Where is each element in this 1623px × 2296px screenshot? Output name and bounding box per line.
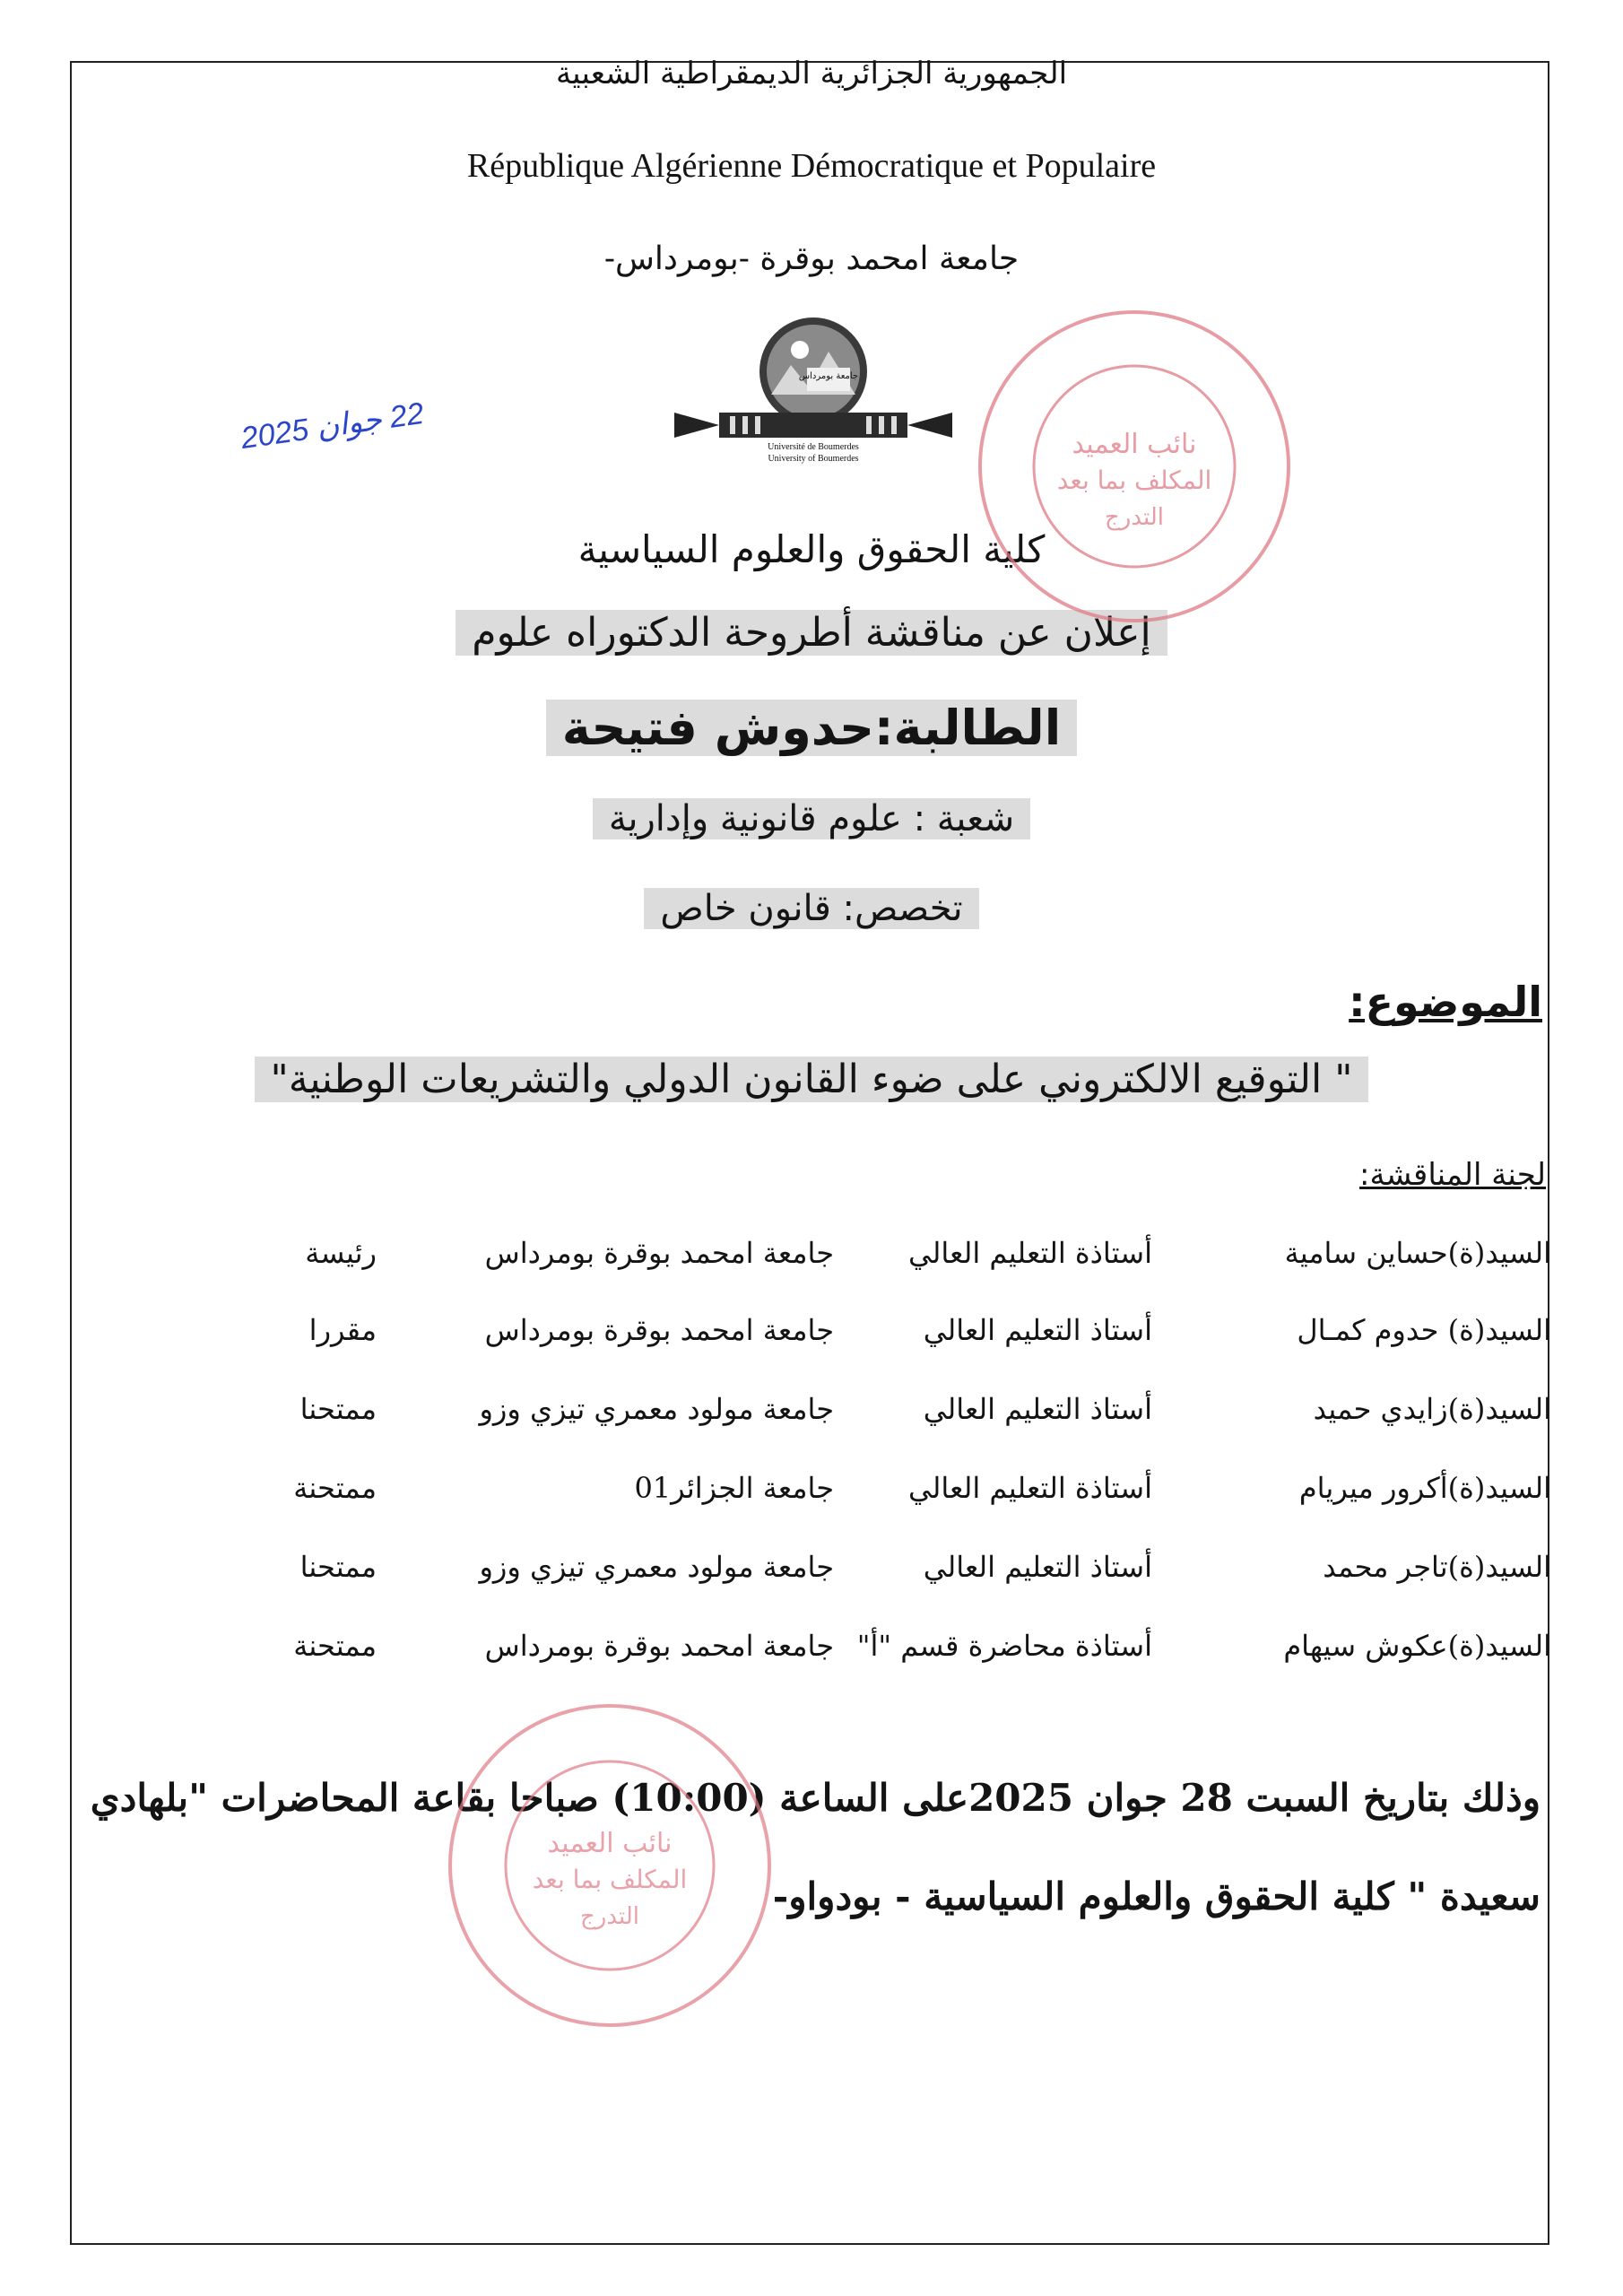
committee-label: لجنة المناقشة: bbox=[1359, 1157, 1546, 1193]
member-university: جامعة الجزائر01 bbox=[634, 1471, 834, 1505]
handwritten-date: 22 جوان 2025 bbox=[239, 396, 427, 457]
member-name: السيد(ة) حدوم كمـال bbox=[1297, 1313, 1551, 1347]
faculty-name: كلية الحقوق والعلوم السياسية bbox=[577, 527, 1046, 571]
republic-name-french: République Algérienne Démocratique et Populaire bbox=[466, 147, 1157, 185]
member-role: ممتحنا bbox=[299, 1392, 377, 1426]
republic-name-arabic: الجمهورية الجزائرية الديمقراطية الشعبية bbox=[555, 56, 1068, 91]
committee-row bbox=[0, 1471, 1623, 1525]
university-name: جامعة امحمد بوقرة -بومرداس- bbox=[603, 240, 1020, 277]
member-university: جامعة مولود معمري تيزي وزو bbox=[479, 1392, 834, 1426]
member-rank: أستاذة محاضرة قسم "أ" bbox=[856, 1629, 1152, 1663]
stamp-text: التدرج bbox=[1105, 504, 1164, 531]
member-name: السيد(ة)عكوش سيهام bbox=[1283, 1629, 1551, 1663]
announcement-title: إعلان عن مناقشة أطروحة الدكتوراه علوم bbox=[0, 610, 1623, 656]
committee-row bbox=[0, 1629, 1623, 1683]
committee-row bbox=[0, 1236, 1623, 1290]
member-university: جامعة امحمد بوقرة بومرداس bbox=[484, 1313, 834, 1347]
defense-date-line: وذلك بتاريخ السبت 28 جوان 2025على الساعة (10:00) صباحا بقاعة المحاضرات "بلهادي bbox=[90, 1776, 1541, 1820]
member-name: السيد(ة)أكرور ميريام bbox=[1298, 1471, 1551, 1505]
member-university: جامعة مولود معمري تيزي وزو bbox=[479, 1550, 834, 1584]
official-stamp-top bbox=[973, 305, 1296, 628]
stamp-text: المكلف بما بعد bbox=[1056, 465, 1212, 495]
logo-english-text: University of Boumerdes bbox=[768, 454, 859, 464]
member-role: ممتحنا bbox=[299, 1550, 377, 1584]
thesis-subject: " التوقيع الالكتروني على ضوء القانون الدولي والتشريعات الوطنية" bbox=[0, 1057, 1623, 1102]
member-role: ممتحنة bbox=[293, 1471, 377, 1505]
logo-arabic-text: جامعة بومرداس bbox=[798, 371, 859, 381]
member-rank: أستاذ التعليم العالي bbox=[923, 1313, 1152, 1347]
member-rank: أستاذ التعليم العالي bbox=[923, 1550, 1152, 1584]
university-logo bbox=[674, 316, 952, 468]
stamp-text: نائب العميد bbox=[1072, 429, 1197, 460]
member-rank: أستاذ التعليم العالي bbox=[923, 1392, 1152, 1426]
student-name: الطالبة:حدوش فتيحة bbox=[0, 700, 1623, 756]
member-role: رئيسة bbox=[305, 1236, 377, 1270]
member-rank: أستاذة التعليم العالي bbox=[908, 1236, 1152, 1270]
committee-row bbox=[0, 1392, 1623, 1446]
committee-row bbox=[0, 1313, 1623, 1367]
member-name: السيد(ة)زايدي حميد bbox=[1313, 1392, 1551, 1426]
branch-line: شعبة : علوم قانونية وإدارية bbox=[0, 798, 1623, 839]
committee-row bbox=[0, 1550, 1623, 1604]
member-university: جامعة امحمد بوقرة بومرداس bbox=[484, 1629, 834, 1663]
member-university: جامعة امحمد بوقرة بومرداس bbox=[484, 1236, 834, 1270]
logo-french-text: Université de Boumerdes bbox=[768, 442, 859, 452]
member-name: السيد(ة)تاجر محمد bbox=[1323, 1550, 1551, 1584]
member-rank: أستاذة التعليم العالي bbox=[908, 1471, 1152, 1505]
subject-label: الموضوع: bbox=[1349, 978, 1542, 1026]
official-stamp-bottom bbox=[444, 1700, 776, 2031]
stamp-text: نائب العميد bbox=[547, 1828, 673, 1859]
specialty-line: تخصص: قانون خاص bbox=[0, 888, 1623, 929]
stamp-text: التدرج bbox=[580, 1903, 639, 1930]
member-role: ممتحنة bbox=[293, 1629, 377, 1663]
member-role: مقررا bbox=[308, 1313, 377, 1347]
defense-location-line: سعيدة " كلية الحقوق والعلوم السياسية - بودواو- bbox=[772, 1874, 1541, 1918]
stamp-text: المكلف بما بعد bbox=[532, 1865, 688, 1894]
member-name: السيد(ة)حساين سامية bbox=[1284, 1236, 1551, 1270]
